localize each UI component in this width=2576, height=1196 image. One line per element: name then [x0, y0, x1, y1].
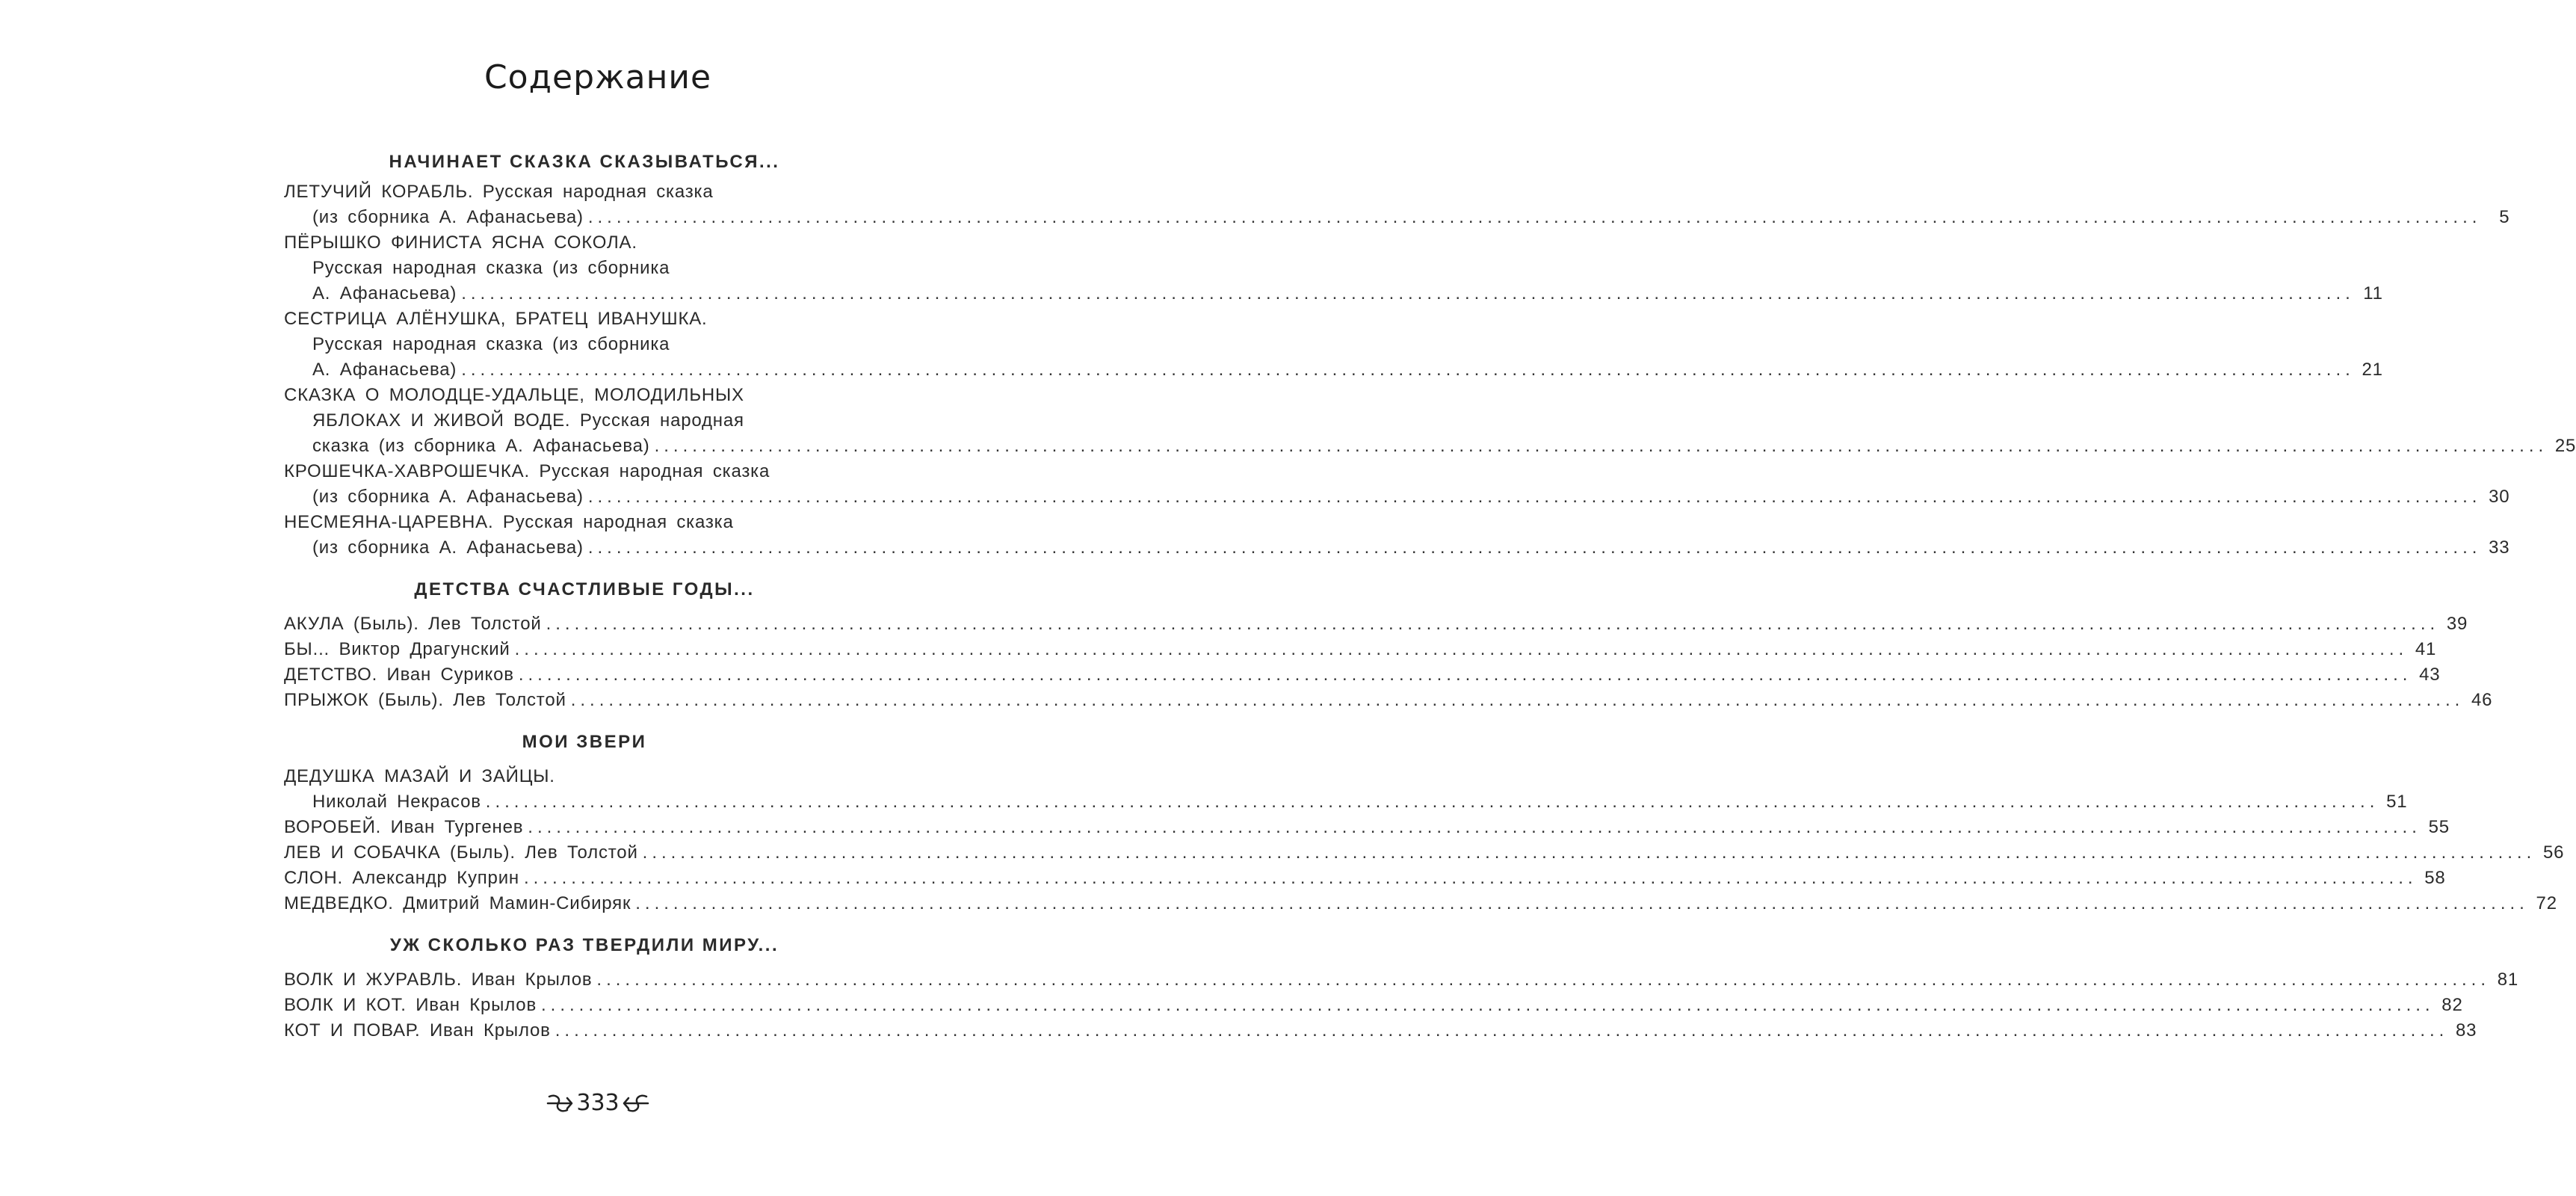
- toc-entry[interactable]: [284, 510, 2510, 561]
- toc-entry-text: ВОЛК И КОТ. Иван Крылов: [284, 995, 537, 1015]
- toc-entry-line: [284, 840, 2565, 866]
- leader-dots: ........................................................................................................................................................................................................: [514, 639, 2409, 659]
- toc-entry-line: СЕСТРИЦА АЛЁНУШКА, БРАТЕЦ ИВАНУШКА.: [284, 309, 708, 329]
- toc-page-number: 39: [2446, 614, 2468, 634]
- toc-entry-text: (из сборника А. Афанасьева): [312, 487, 584, 507]
- toc-entry-line: [284, 205, 2510, 230]
- toc-entry[interactable]: [284, 662, 2441, 688]
- toc-page-number: 11: [2363, 283, 2383, 303]
- toc-page-number: 41: [2415, 639, 2437, 659]
- toc-entry-line: [284, 993, 2463, 1018]
- toc-entry-line: [284, 789, 2408, 815]
- toc-entry[interactable]: [284, 230, 2383, 306]
- leader-dots: ........................................................................................................................................................................................................: [635, 893, 2529, 913]
- toc-entry[interactable]: [284, 967, 2518, 993]
- toc-entry[interactable]: [284, 891, 2557, 916]
- toc-page-number: 21: [2362, 360, 2383, 380]
- toc-entry-line: [284, 357, 2383, 383]
- toc-entry[interactable]: [284, 383, 2576, 459]
- toc-entry-text: А. Афанасьева): [312, 360, 457, 380]
- leader-dots: ........................................................................................................................................................................................................: [555, 1020, 2449, 1041]
- toc-page-number: 30: [2489, 487, 2510, 507]
- leader-dots: ........................................................................................................................................................................................................: [541, 995, 2435, 1015]
- toc-entry-text: ДЕТСТВО. Иван Суриков: [284, 665, 514, 685]
- toc-entry-text: А. Афанасьева): [312, 283, 457, 303]
- leader-dots: ........................................................................................................................................................................................................: [528, 817, 2421, 837]
- toc-entry-line: НЕСМЕЯНА-ЦАРЕВНА. Русская народная сказка: [284, 512, 734, 532]
- toc-entry-text: (из сборника А. Афанасьева): [312, 207, 584, 227]
- toc-entry-line: Русская народная сказка (из сборника: [312, 334, 670, 354]
- toc-entry-line: [284, 637, 2437, 662]
- toc-page-number: 43: [2419, 665, 2441, 685]
- leader-dots: ........................................................................................................................................................................................................: [523, 868, 2418, 888]
- toc-entry[interactable]: [284, 866, 2446, 891]
- leader-dots: ........................................................................................................................................................................................................: [485, 792, 2379, 812]
- leader-dots: ........................................................................................................................................................................................................: [587, 207, 2482, 227]
- section-heading: НАЧИНАЕТ СКАЗКА СКАЗЫВАТЬСЯ...: [389, 152, 780, 172]
- leader-dots: ........................................................................................................................................................................................................: [518, 665, 2412, 685]
- toc-entry-text: КОТ И ПОВАР. Иван Крылов: [284, 1020, 551, 1041]
- toc-entry-line: [284, 484, 2510, 510]
- section-heading: ДЕТСТВА СЧАСТЛИВЫЕ ГОДЫ...: [414, 579, 755, 599]
- toc-entry-line: [284, 688, 2493, 713]
- toc-entry-line: ДЕДУШКА МАЗАЙ И ЗАЙЦЫ.: [284, 766, 555, 786]
- leader-dots: ........................................................................................................................................................................................................: [461, 283, 2355, 303]
- toc-entry-line: [284, 815, 2450, 840]
- toc-entry-text: (из сборника А. Афанасьева): [312, 537, 584, 558]
- toc-entry-line: [284, 662, 2441, 688]
- toc-entry[interactable]: [284, 611, 2468, 637]
- table-of-contents: [284, 150, 2576, 1044]
- leader-dots: ........................................................................................................................................................................................................: [587, 487, 2482, 507]
- toc-entry-line: СКАЗКА О МОЛОДЦЕ-УДАЛЬЦЕ, МОЛОДИЛЬНЫХ: [284, 385, 744, 405]
- toc-entry-line: [284, 611, 2468, 637]
- toc-page-number: 51: [2386, 792, 2408, 812]
- toc-entry-text: ВОРОБЕЙ. Иван Тургенев: [284, 817, 524, 837]
- toc-entry[interactable]: [284, 179, 2510, 230]
- page-title: Содержание: [484, 58, 712, 96]
- toc-entry[interactable]: [284, 1018, 2477, 1044]
- toc-entry-text: АКУЛА (Быль). Лев Толстой: [284, 614, 542, 634]
- toc-entry-text: сказка (из сборника А. Афанасьева): [312, 436, 650, 456]
- toc-page-number: 46: [2471, 690, 2493, 710]
- toc-entry-line: [284, 866, 2446, 891]
- toc-page-number: 5: [2499, 207, 2510, 227]
- toc-entry-line: [284, 535, 2510, 561]
- toc-entry[interactable]: [284, 306, 2383, 383]
- toc-entry[interactable]: [284, 637, 2437, 662]
- toc-entry-text: МЕДВЕДКО. Дмитрий Мамин-Сибиряк: [284, 893, 631, 913]
- toc-page-number: 81: [2497, 970, 2518, 990]
- flourish-icon: [545, 1091, 575, 1116]
- page-footer: [0, 1090, 1196, 1116]
- leader-dots: ........................................................................................................................................................................................................: [596, 970, 2490, 990]
- toc-entry-line: [284, 434, 2576, 459]
- toc-page-number: 55: [2428, 817, 2450, 837]
- toc-entry-line: КРОШЕЧКА-ХАВРОШЕЧКА. Русская народная сказка: [284, 461, 770, 481]
- toc-entry[interactable]: [284, 459, 2510, 510]
- toc-entry-line: [284, 1018, 2477, 1044]
- toc-entry-text: ЛЕВ И СОБАЧКА (Быль). Лев Толстой: [284, 842, 638, 863]
- leader-dots: ........................................................................................................................................................................................................: [570, 690, 2465, 710]
- toc-entry-line: ЛЕТУЧИЙ КОРАБЛЬ. Русская народная сказка: [284, 182, 714, 202]
- section-heading: МОИ ЗВЕРИ: [522, 732, 647, 752]
- toc-entry-line: [284, 967, 2518, 993]
- toc-entry[interactable]: [284, 815, 2450, 840]
- toc-entry-line: Русская народная сказка (из сборника: [312, 258, 670, 278]
- toc-page-number: 82: [2441, 995, 2463, 1015]
- toc-entry-text: БЫ... Виктор Драгунский: [284, 639, 510, 659]
- toc-page-number: 83: [2456, 1020, 2477, 1041]
- toc-page-number: 58: [2424, 868, 2446, 888]
- toc-entry-line: ПЁРЫШКО ФИНИСТА ЯСНА СОКОЛА.: [284, 232, 637, 253]
- leader-dots: ........................................................................................................................................................................................................: [654, 436, 2548, 456]
- toc-page-number: 72: [2536, 893, 2557, 913]
- page-number: 333: [576, 1090, 620, 1116]
- toc-entry-text: СЛОН. Александр Куприн: [284, 868, 519, 888]
- toc-entry-line: [284, 891, 2557, 916]
- toc-entry-line: ЯБЛОКАХ И ЖИВОЙ ВОДЕ. Русская народная: [312, 410, 744, 431]
- leader-dots: ........................................................................................................................................................................................................: [642, 842, 2536, 863]
- toc-page-number: 56: [2542, 842, 2565, 863]
- toc-page-number: 25: [2554, 436, 2576, 456]
- toc-entry[interactable]: [284, 764, 2408, 815]
- toc-entry-text: ПРЫЖОК (Быль). Лев Толстой: [284, 690, 566, 710]
- flourish-icon: [621, 1091, 651, 1116]
- section-heading: УЖ СКОЛЬКО РАЗ ТВЕРДИЛИ МИРУ...: [389, 935, 779, 955]
- leader-dots: ........................................................................................................................................................................................................: [461, 360, 2355, 380]
- toc-entry[interactable]: [284, 993, 2463, 1018]
- toc-entry-line: [284, 281, 2383, 306]
- leader-dots: ........................................................................................................................................................................................................: [546, 614, 2440, 634]
- toc-entry-text: ВОЛК И ЖУРАВЛЬ. Иван Крылов: [284, 970, 593, 990]
- toc-entry[interactable]: [284, 840, 2565, 866]
- toc-page-number: 33: [2489, 537, 2510, 558]
- leader-dots: ........................................................................................................................................................................................................: [587, 537, 2482, 558]
- toc-entry[interactable]: [284, 688, 2493, 713]
- toc-entry-text: Николай Некрасов: [312, 792, 481, 812]
